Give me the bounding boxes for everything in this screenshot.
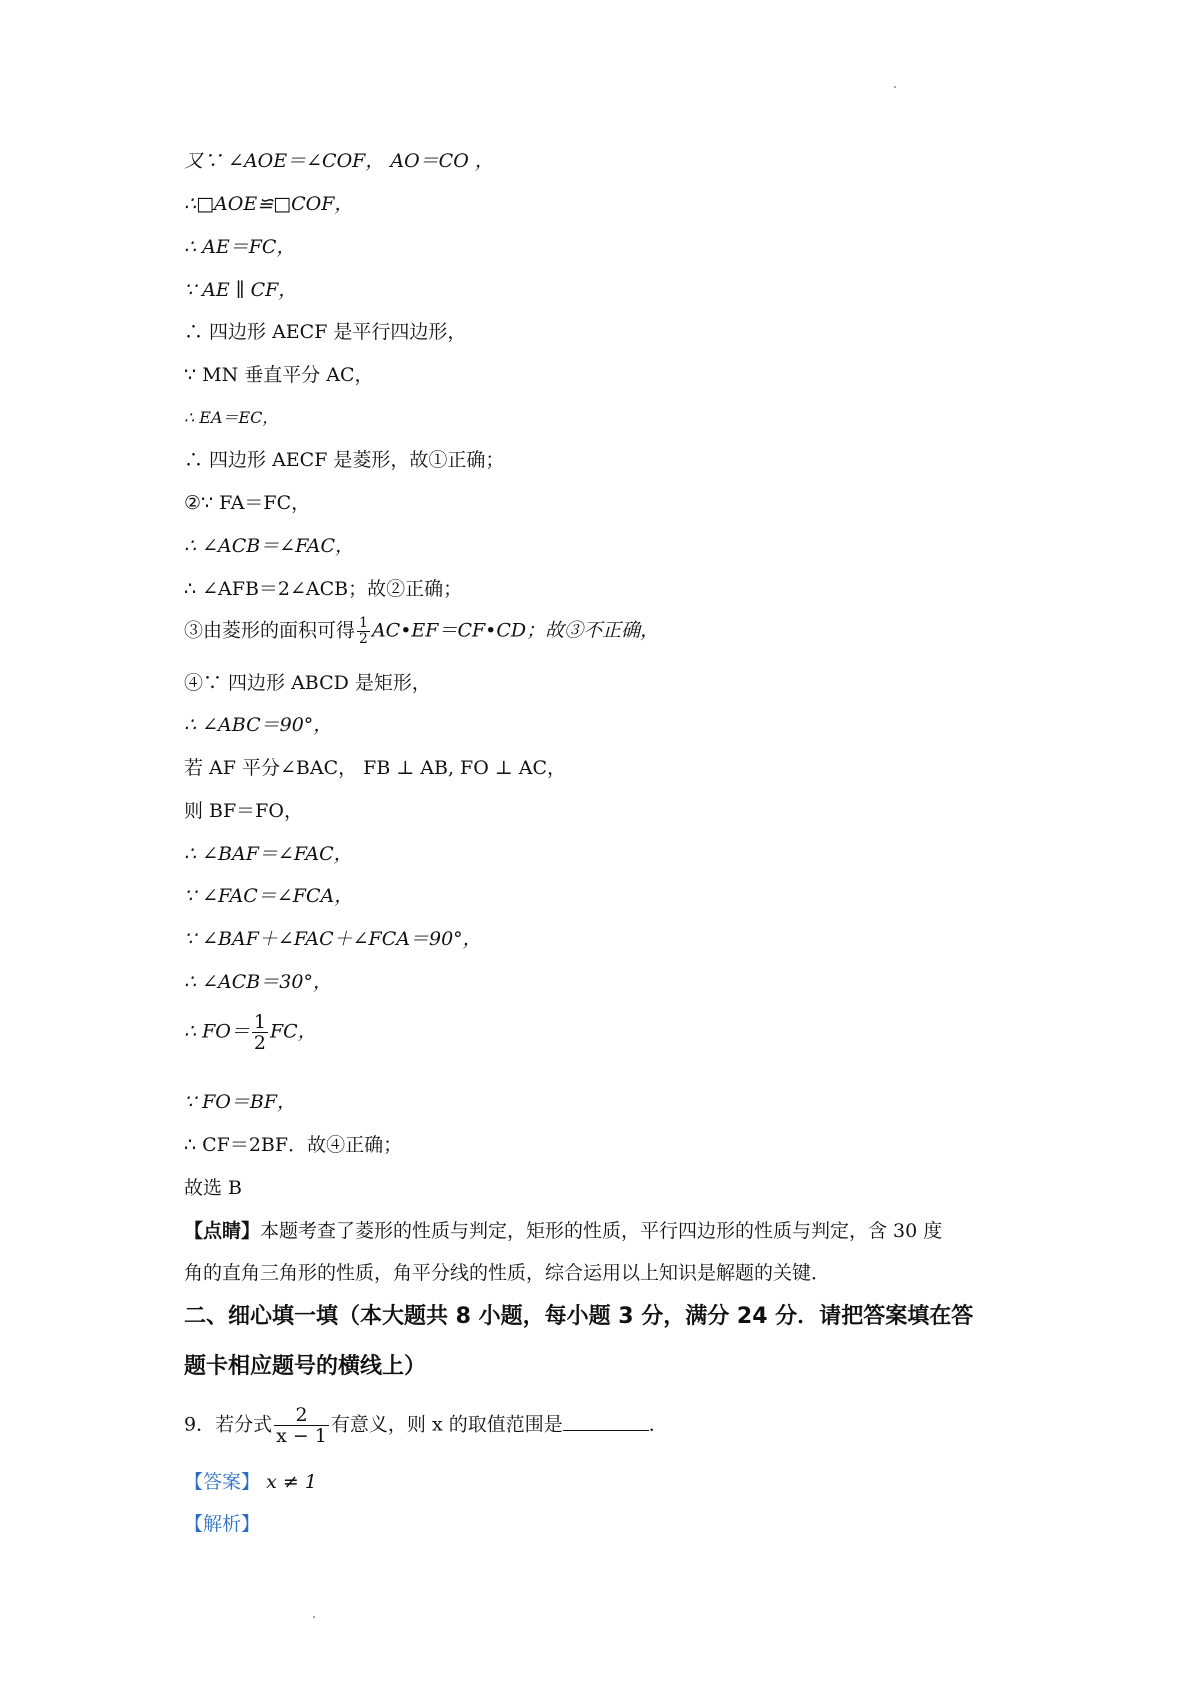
proof-line-4: ∵ AE ∥ CF， [184, 279, 298, 301]
fraction-numerator: 1 [359, 615, 368, 631]
section-heading-line-1: 二、细心填一填（本大题共 8 小题，每小题 3 分，满分 24 分．请把答案填在答 [184, 1304, 974, 1329]
question-9-prefix: 9．若分式 [184, 1413, 273, 1436]
proof-line-16: 则 BF＝FO， [184, 800, 303, 822]
proof-line-9: ②∵ FA＝FC， [184, 492, 311, 514]
proof-line-2: ∴□AOE≌□COF， [184, 193, 354, 215]
proof-line-15: 若 AF 平分∠BAC， FB ⊥ AB, FO ⊥ AC， [184, 757, 566, 779]
remark-line-1 [184, 1218, 942, 1244]
proof-line-20: ∴ ∠ACB＝30°， [184, 971, 332, 993]
section-heading-line-2: 题卡相应题号的横线上） [184, 1354, 427, 1379]
remark-line-2: 角的直角三角形的性质，角平分线的性质，综合运用以上知识是解题的关键． [184, 1262, 831, 1284]
proof-line-19: ∵ ∠BAF＋∠FAC＋∠FCA＝90°， [184, 928, 482, 950]
page-speck [894, 86, 896, 88]
analysis-line [184, 1511, 260, 1537]
fraction-denominator: 2 [359, 631, 368, 647]
question-9-fraction [274, 1405, 329, 1446]
line-21-prefix: ∴ FO＝ [184, 1020, 250, 1043]
proof-line-22: ∵ FO＝BF， [184, 1091, 297, 1113]
proof-line-12 [184, 616, 659, 647]
fraction-half-2 [252, 1012, 268, 1053]
proof-line-6: ∵ MN 垂直平分 AC， [184, 364, 374, 386]
question-9 [184, 1405, 668, 1446]
proof-line-14: ∴ ∠ABC＝90°， [184, 714, 333, 736]
proof-line-11: ∴ ∠AFB＝2∠ACB；故②正确； [184, 578, 463, 600]
line-21-suffix: FC， [269, 1020, 317, 1043]
proof-line-3: ∴ AE＝FC， [184, 236, 296, 258]
proof-line-24: 故选 B [184, 1177, 243, 1199]
page-speck [313, 1616, 315, 1618]
line-12-prefix: ③由菱形的面积可得 [184, 619, 356, 642]
proof-line-18: ∵ ∠FAC＝∠FCA， [184, 885, 354, 907]
line-12-suffix: AC•EF＝CF•CD；故③不正确， [371, 619, 660, 642]
fraction-numerator: 1 [253, 1011, 266, 1033]
proof-line-1: 又∵ ∠AOE＝∠COF， AO＝CO ， [184, 150, 494, 172]
fraction-denominator: x − 1 [276, 1425, 327, 1447]
answer-blank [563, 1414, 649, 1431]
proof-line-5: ∴ 四边形 AECF 是平行四边形， [184, 321, 467, 343]
proof-line-10: ∴ ∠ACB＝∠FAC， [184, 535, 354, 557]
proof-line-21 [184, 1012, 317, 1053]
remark-label: 【点睛】 [184, 1220, 261, 1242]
answer-label: 【答案】 [184, 1471, 261, 1493]
fraction-denominator: 2 [253, 1032, 266, 1054]
proof-line-23: ∴ CF＝2BF．故④正确； [184, 1134, 403, 1156]
remark-text: 本题考查了菱形的性质与判定，矩形的性质，平行四边形的性质与判定，含 30 度 [260, 1220, 943, 1242]
analysis-label: 【解析】 [184, 1513, 261, 1535]
proof-line-7: ∴ EA＝EC， [184, 408, 279, 427]
fraction-numerator: 2 [274, 1405, 329, 1426]
proof-line-13: ④∵ 四边形 ABCD 是矩形， [184, 672, 431, 694]
question-9-end: ． [648, 1413, 668, 1436]
proof-line-8: ∴ 四边形 AECF 是菱形，故①正确； [184, 449, 505, 471]
answer-value: x ≠ 1 [266, 1471, 317, 1493]
proof-line-17: ∴ ∠BAF＝∠FAC， [184, 843, 353, 865]
fraction-half [357, 616, 370, 647]
answer-line [184, 1469, 317, 1495]
question-9-text: 有意义，则 x 的取值范围是 [330, 1413, 563, 1436]
